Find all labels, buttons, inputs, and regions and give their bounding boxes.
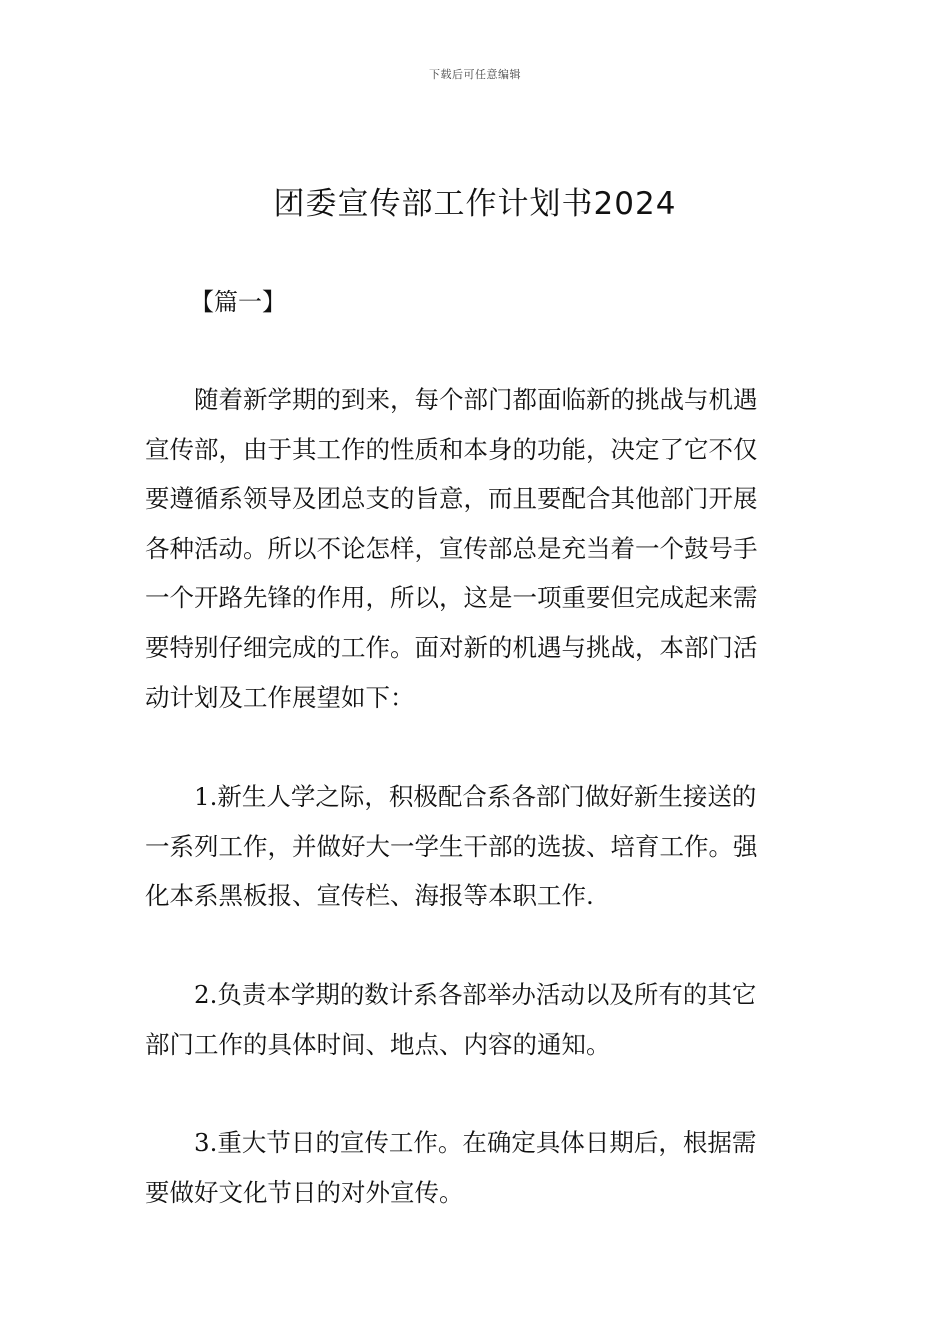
- paragraph-line: 化本系黑板报、宣传栏、海报等本职工作.: [145, 881, 594, 911]
- paragraph-line: 部门工作的具体时间、地点、内容的通知。: [145, 1029, 611, 1059]
- paragraph-line: 2.负责本学期的数计系各部举办活动以及所有的其它: [194, 980, 757, 1009]
- paragraph-line: 动计划及工作展望如下：: [145, 682, 415, 712]
- paragraph-line: 要做好文化节日的对外宣传。: [145, 1177, 464, 1207]
- paragraph-line: 要遵循系领导及团总支的旨意，而且要配合其他部门开展: [145, 484, 758, 514]
- paragraph-line: 宣传部，由于其工作的性质和本身的功能，决定了它不仅: [145, 434, 758, 464]
- paragraph-intro: [145, 375, 807, 722]
- paragraph-line: 一个开路先锋的作用，所以，这是一项重要但完成起来需: [145, 583, 758, 613]
- paragraph-item-2: [145, 970, 807, 1069]
- document-title: 团委宣传部工作计划书2024: [273, 186, 677, 222]
- paragraph-item-3: [145, 1118, 807, 1217]
- paragraph-line: 1.新生人学之际，积极配合系各部门做好新生接送的: [194, 782, 757, 811]
- header-note: 下载后可任意编辑: [429, 68, 521, 81]
- paragraph-line: 随着新学期的到来，每个部门都面临新的挑战与机遇: [194, 385, 758, 414]
- paragraph-line: 要特别仔细完成的工作。面对新的机遇与挑战，本部门活: [145, 632, 758, 662]
- paragraph-item-1: [145, 772, 807, 921]
- paragraph-line: 各种活动。所以不论怎样，宣传部总是充当着一个鼓号手: [145, 533, 758, 563]
- section-label: 【篇一】: [190, 288, 286, 316]
- paragraph-line: 3.重大节日的宣传工作。在确定具体日期后，根据需: [194, 1128, 757, 1157]
- paragraph-line: 一系列工作，并做好大一学生干部的选拔、培育工作。强: [145, 831, 758, 861]
